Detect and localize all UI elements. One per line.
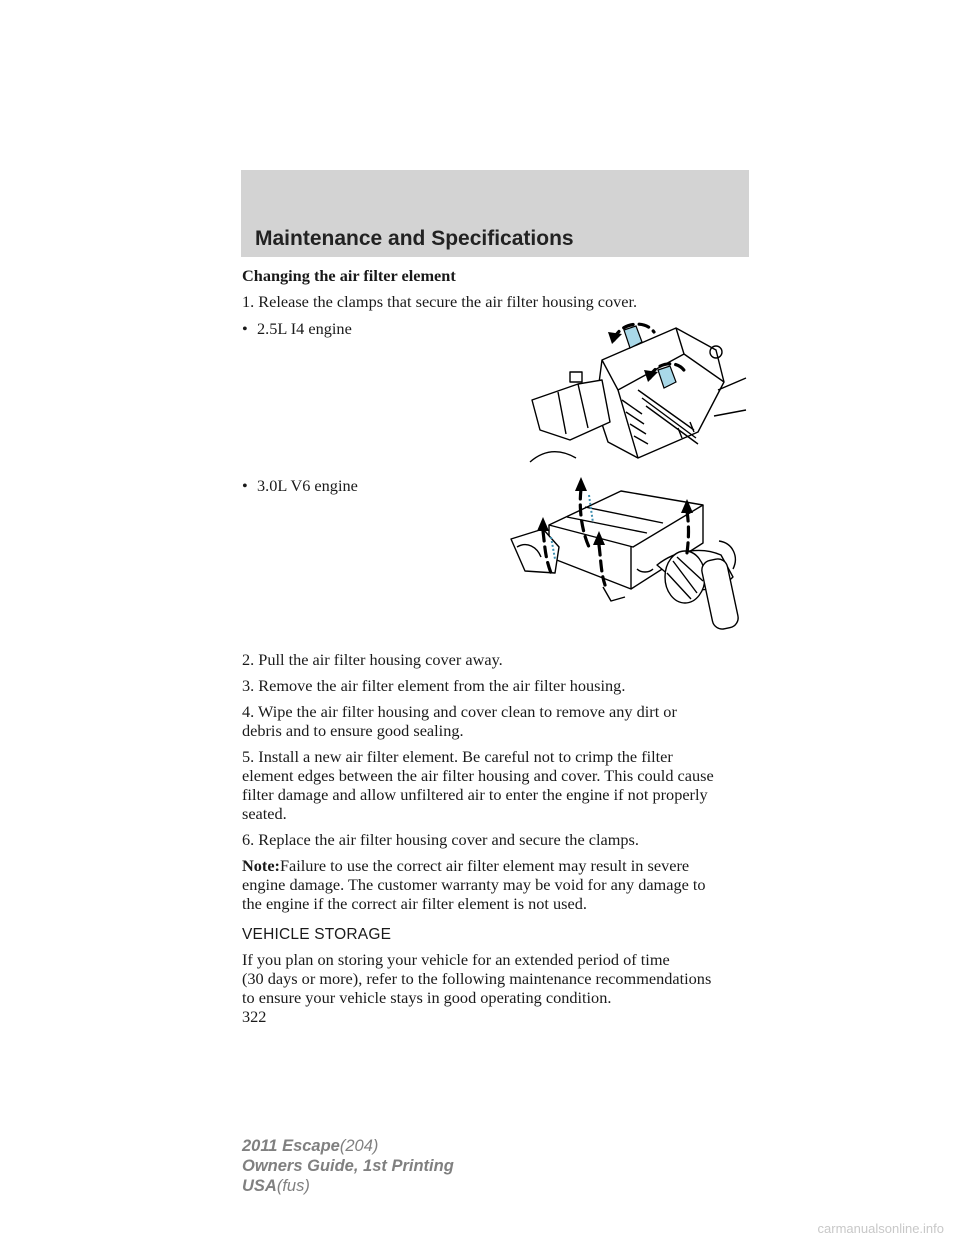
- note-paragraph: [242, 856, 706, 913]
- bullet-text: 3.0L V6 engine: [257, 476, 358, 495]
- note-label: Note:: [242, 856, 280, 875]
- footer-region: USA: [242, 1177, 277, 1195]
- step-3: 3. Remove the air filter element from the air filter housing.: [242, 676, 626, 695]
- footer-model-code: (204): [339, 1137, 379, 1155]
- section-title: Maintenance and Specifications: [255, 227, 574, 250]
- page-number: 322: [242, 1007, 267, 1026]
- storage-paragraph: If you plan on storing your vehicle for an extended period of time (30 days or more), refer to the following maintenance recommendations to ensure your vehicle stays in good operating condition.: [242, 950, 712, 1007]
- footer-region-code: (fus): [276, 1177, 310, 1195]
- step-5: 5. Install a new air filter element. Be careful not to crimp the filter element edges between the air filter housing and cover. This could cause filter damage and allow unfiltered air to enter the engine if not properly seated.: [242, 747, 714, 823]
- step-6: 6. Replace the air filter housing cover and secure the clamps.: [242, 830, 639, 849]
- subsection-heading: Changing the air filter element: [242, 266, 456, 285]
- footer-line-1: [242, 1136, 454, 1156]
- note-text: Failure to use the correct air filter element may result in severe engine damage. The customer warranty may be void for any damage to the engine if the correct air filter element is not used.: [242, 856, 706, 913]
- air-filter-housing-2-5l-illustration: [518, 320, 748, 470]
- bullet-glyph: •: [242, 319, 248, 338]
- bullet-text: 2.5L I4 engine: [257, 319, 352, 338]
- footer-model: 2011 Escape: [242, 1137, 340, 1155]
- document-footer: [242, 1136, 454, 1196]
- step-1: 1. Release the clamps that secure the air filter housing cover.: [242, 292, 638, 311]
- vehicle-storage-heading: VEHICLE STORAGE: [242, 926, 392, 943]
- footer-line-2: Owners Guide, 1st Printing: [242, 1157, 454, 1175]
- air-filter-housing-3-0l-illustration: [507, 477, 745, 635]
- watermark: carmanualsonline.info: [817, 1221, 944, 1236]
- bullet-glyph: •: [242, 476, 248, 495]
- section-header-band: [241, 170, 749, 257]
- footer-line-3: [242, 1176, 454, 1196]
- step-4: 4. Wipe the air filter housing and cover clean to remove any dirt or debris and to ensure good sealing.: [242, 702, 677, 740]
- step-2: 2. Pull the air filter housing cover away.: [242, 650, 503, 669]
